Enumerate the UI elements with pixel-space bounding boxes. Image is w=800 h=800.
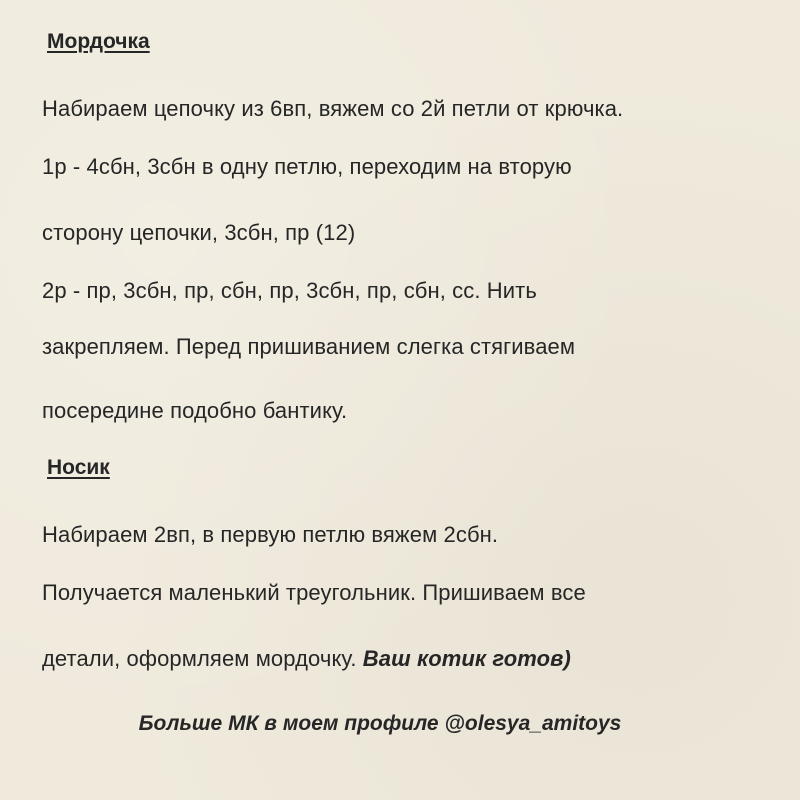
heading-nose: Носик xyxy=(47,456,110,479)
heading-muzzle: Мордочка xyxy=(47,30,150,53)
nose-line-3 xyxy=(42,646,571,672)
finale-text: Ваш котик готов) xyxy=(362,646,571,671)
nose-line-3-text: детали, оформляем мордочку. xyxy=(42,646,363,671)
footer-profile-link: Больше МК в моем профиле @olesya_amitoys xyxy=(138,712,622,735)
nose-line-1: Набираем 2вп, в первую петлю вяжем 2сбн. xyxy=(42,522,499,547)
muzzle-line-3: сторону цепочки, 3сбн, пр (12) xyxy=(42,220,356,245)
muzzle-line-4: 2р - пр, 3сбн, пр, сбн, пр, 3сбн, пр, сбн, сс. Нить xyxy=(42,278,537,303)
muzzle-line-5: закрепляем. Перед пришиванием слегка стягиваем xyxy=(42,334,576,359)
muzzle-line-2: 1р - 4сбн, 3сбн в одну петлю, переходим на вторую xyxy=(42,154,572,179)
muzzle-line-6: посередине подобно бантику. xyxy=(42,398,348,423)
muzzle-line-1: Набираем цепочку из 6вп, вяжем со 2й петли от крючка. xyxy=(42,96,624,121)
nose-line-2: Получается маленький треугольник. Пришиваем все xyxy=(42,580,586,605)
